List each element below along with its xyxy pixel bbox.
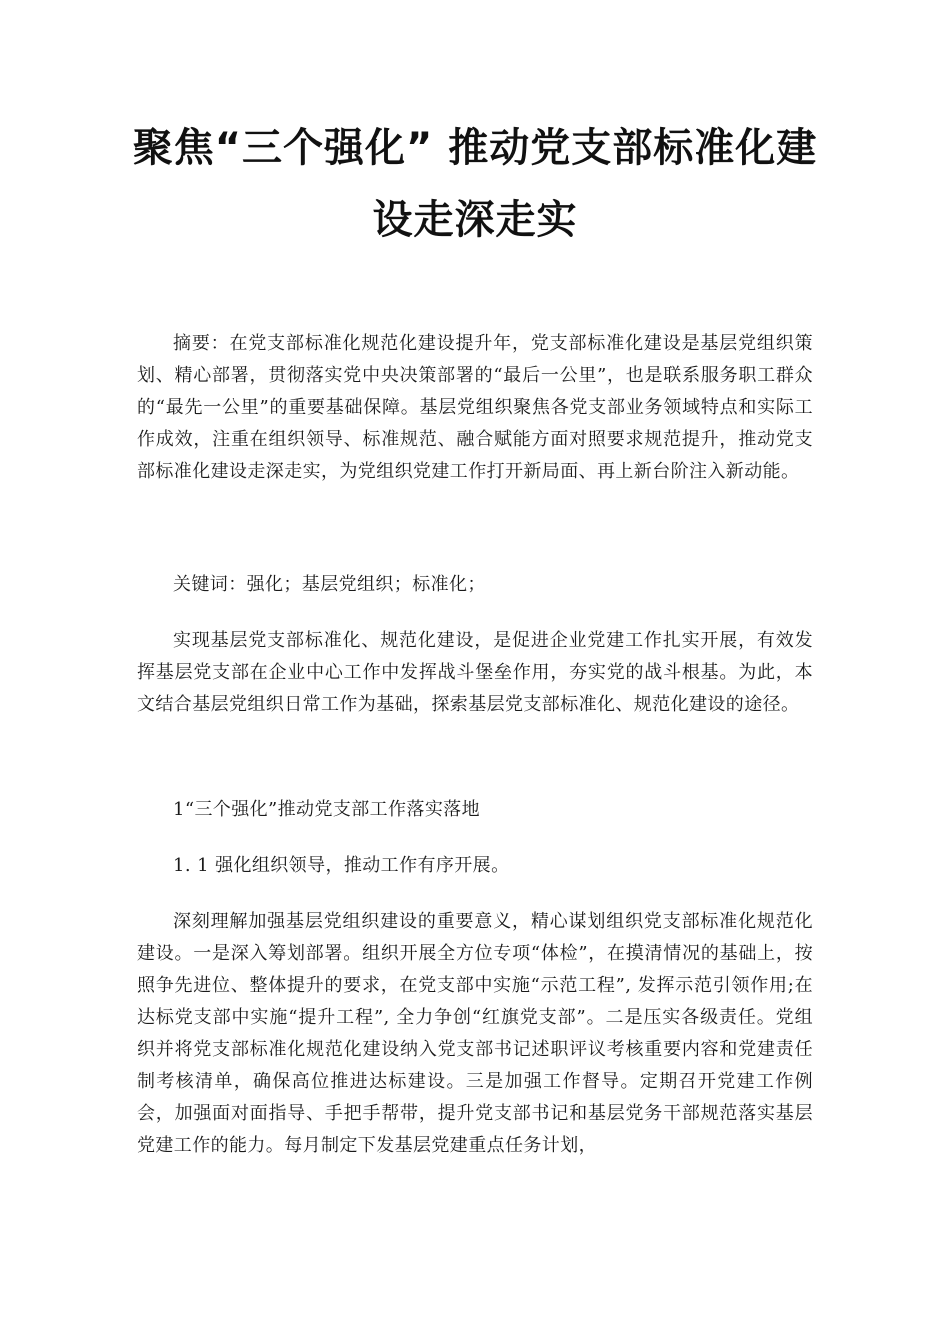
section-heading-1: 1“三个强化”推动党支部工作落实落地 — [173, 799, 481, 820]
intro-paragraph: 实现基层党支部标准化、规范化建设，是促进企业党建工作扎实开展，有效发挥基层党支部在企业中心工作中发挥战斗堡垒作用，夯实党的战斗根基。为此，本文结合基层党组织日常工作为基础，探索基层党支部标准化、规范化建设的途径。 — [137, 630, 813, 715]
document-title-line-2: 设走深走实 — [372, 197, 578, 243]
document-title-line-1: 聚焦“三个强化” 推动党支部标准化建 — [132, 125, 818, 171]
abstract-paragraph: 摘要：在党支部标准化规范化建设提升年，党支部标准化建设是基层党组织策划、精心部署，贯彻落实党中央决策部署的“最后一公里”，也是联系服务职工群众的“最先一公里”的重要基础保障。基层党组织聚焦各党支部业务领域特点和实际工作成效，注重在组织领导、标准规范、融合赋能方面对照要求规范提升，推动党支部标准化建设走深走实，为党组织党建工作打开新局面、再上新台阶注入新动能。 — [137, 333, 813, 482]
keywords-paragraph: 关键词：强化；基层党组织；标准化； — [173, 574, 486, 595]
subsection-heading-1-1: 1. 1 强化组织领导，推动工作有序开展。 — [173, 855, 510, 876]
body-paragraph: 深刻理解加强基层党组织建设的重要意义，精心谋划组织党支部标准化规范化建设。一是深入筹划部署。组织开展全方位专项“体检”，在摸清情况的基础上，按照争先进位、整体提升的要求，在党支部中实施“示范工程”, 发挥示范引领作用;在达标党支部中实施“提升工程”, 全力争创“红旗党支部”。二是压实各级责任。党组织并将党支部标准化规范化建设纳入党支部书记述职评议考核重要内容和党建责任制考核清单，确保高位推进达标建设。三是加强工作督导。定期召开党建工作例会，加强面对面指导、手把手帮带，提升党支部书记和基层党务干部规范落实基层党建工作的能力。每月制定下发基层党建重点任务计划， — [137, 911, 813, 1156]
